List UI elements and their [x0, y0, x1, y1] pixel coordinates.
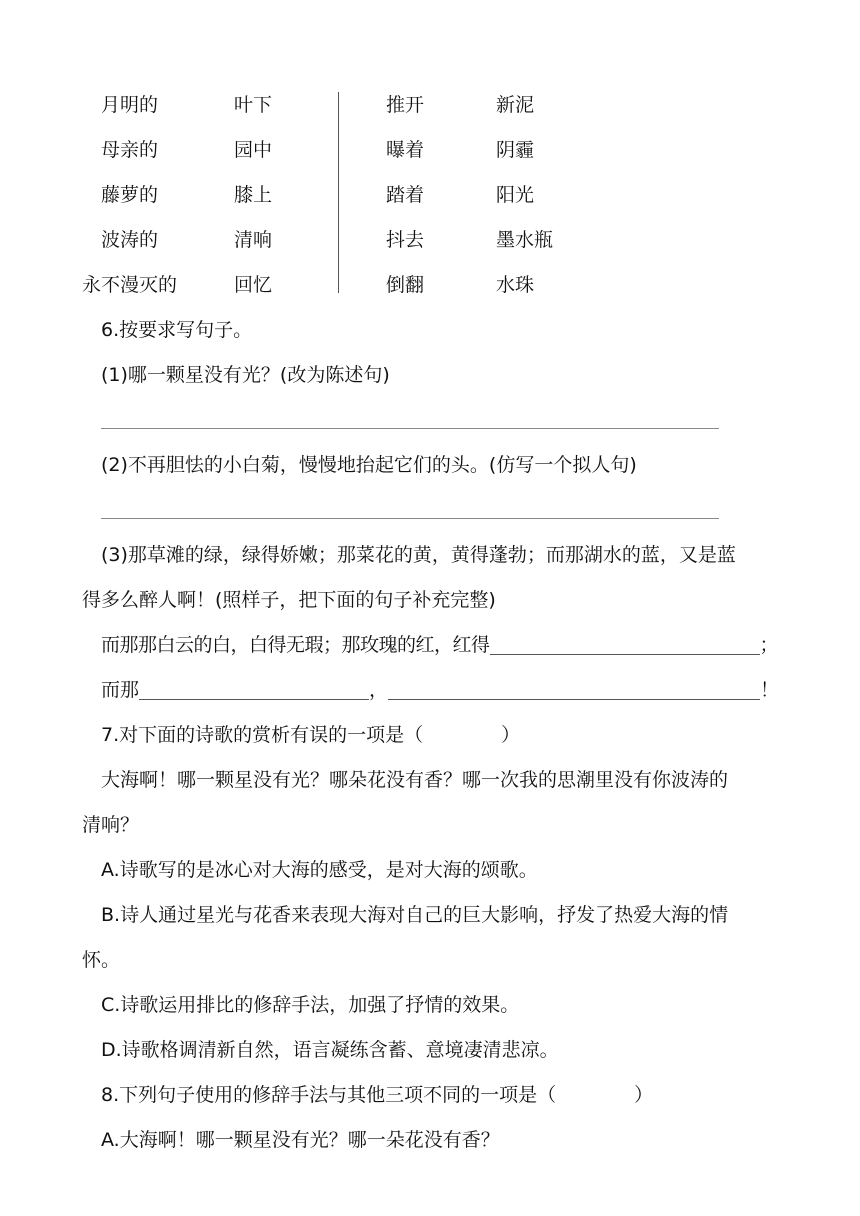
q6-fill-blank-3[interactable] — [388, 679, 760, 700]
match-right-b-4: 墨水瓶 — [496, 229, 554, 251]
match-right-a-4: 抖去 — [386, 229, 425, 251]
q6-fill-mid-2: ， — [369, 679, 389, 701]
q7-option-c: C.诗歌运用排比的修辞手法，加强了抒情的效果。 — [101, 994, 520, 1016]
match-left-b-4: 清响 — [234, 229, 273, 251]
match-left-a-2: 母亲的 — [101, 139, 159, 161]
q6-fill-row-2 — [101, 678, 779, 702]
q8-title-row — [101, 1083, 653, 1107]
q8-option-a: A.大海啊！哪一颗星没有光？哪一朵花没有香？ — [101, 1129, 500, 1151]
q8-title-end: ） — [634, 1084, 654, 1106]
match-right-b-1: 新泥 — [496, 94, 535, 116]
q6-answer-line-2[interactable] — [101, 518, 719, 519]
q7-option-b-line2: 怀。 — [82, 949, 121, 971]
match-left-b-1: 叶下 — [234, 94, 273, 116]
q7-title-end: ） — [501, 724, 521, 746]
q7-title: 7.对下面的诗歌的赏析有误的一项是（ — [101, 724, 424, 746]
q6-answer-line-1[interactable] — [101, 428, 719, 429]
q7-option-a: A.诗歌写的是冰心对大海的感受，是对大海的颂歌。 — [101, 859, 538, 881]
match-left-a-3: 藤萝的 — [101, 184, 159, 206]
q6-title: 6.按要求写句子。 — [101, 319, 253, 341]
match-left-b-2: 园中 — [234, 139, 273, 161]
match-left-b-5: 回忆 — [234, 274, 273, 296]
table-divider — [338, 92, 339, 293]
q6-part2: (2)不再胆怯的小白菊，慢慢地抬起它们的头。(仿写一个拟人句) — [101, 454, 637, 476]
q7-title-row — [101, 723, 520, 747]
match-right-b-2: 阴霾 — [496, 139, 535, 161]
q6-fill-suffix-1: ； — [759, 634, 779, 656]
match-left-a-1: 月明的 — [101, 94, 159, 116]
q6-fill-blank-1[interactable] — [490, 634, 760, 655]
q6-part1: (1)哪一颗星没有光？(改为陈述句) — [101, 364, 390, 386]
q6-fill-prefix-2: 而那 — [101, 679, 140, 701]
match-right-a-2: 曝着 — [386, 139, 425, 161]
match-left-a-4: 波涛的 — [101, 229, 159, 251]
match-right-a-3: 踏着 — [386, 184, 425, 206]
q8-title: 8.下列句子使用的修辞手法与其他三项不同的一项是（ — [101, 1084, 557, 1106]
q7-option-b-line1: B.诗人通过星光与花香来表现大海对自己的巨大影响，抒发了热爱大海的情 — [101, 904, 729, 926]
q7-option-d: D.诗歌格调清新自然，语言凝练含蓄、意境凄清悲凉。 — [101, 1039, 559, 1061]
q6-fill-row-1 — [101, 633, 778, 657]
q7-poem-line2: 清响？ — [82, 814, 140, 836]
q6-fill-prefix-1: 而那那白云的白，白得无瑕；那玫瑰的红，红得 — [101, 634, 490, 656]
q6-part3-line2: 得多么醉人啊！(照样子，把下面的句子补充完整) — [82, 589, 496, 611]
match-right-a-1: 推开 — [386, 94, 425, 116]
match-right-b-5: 水珠 — [496, 274, 535, 296]
match-right-b-3: 阳光 — [496, 184, 535, 206]
match-right-a-5: 倒翻 — [386, 274, 425, 296]
q6-fill-suffix-2: ！ — [760, 679, 780, 701]
q7-poem-line1: 大海啊！哪一颗星没有光？哪朵花没有香？哪一次我的思潮里没有你波涛的 — [101, 769, 729, 791]
match-left-b-3: 膝上 — [234, 184, 273, 206]
q6-part3-line1: (3)那草滩的绿，绿得娇嫩；那菜花的黄，黄得蓬勃；而那湖水的蓝，又是蓝 — [101, 544, 736, 566]
match-left-a-5: 永不漫灭的 — [82, 274, 178, 296]
q6-fill-blank-2[interactable] — [139, 679, 369, 700]
